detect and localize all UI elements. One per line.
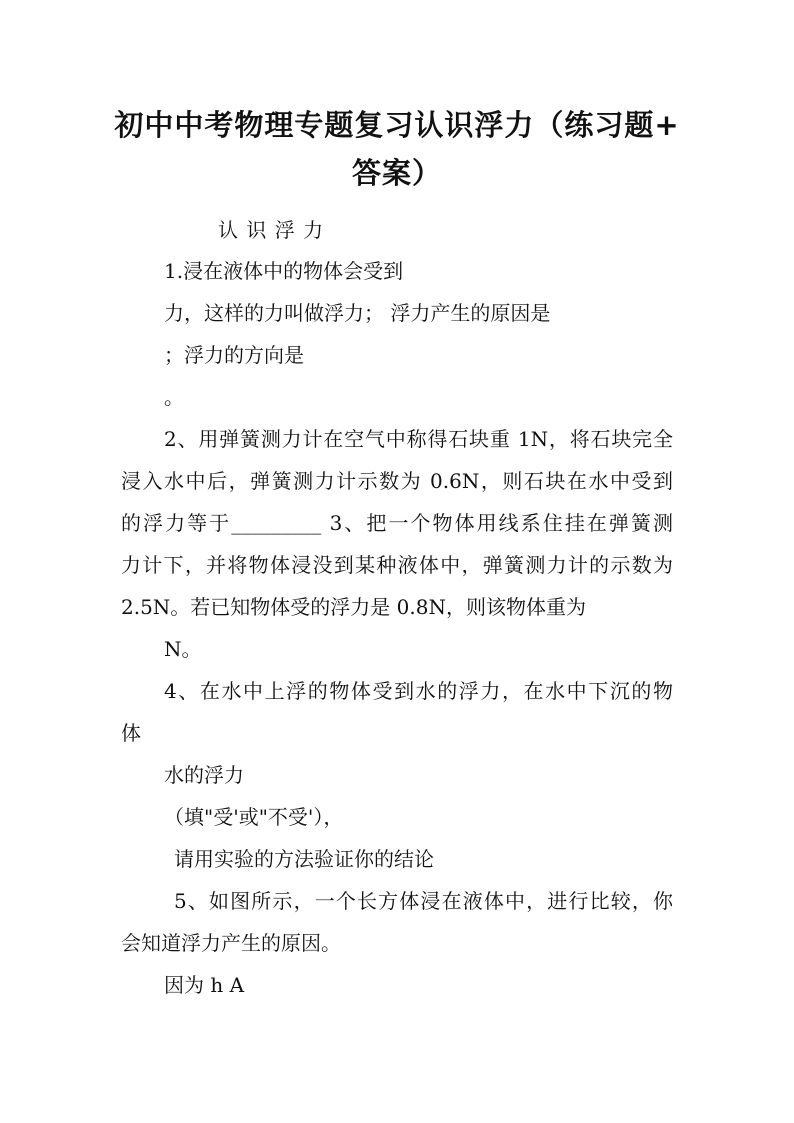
q5-line-1: 5、如图所示，一个长方体浸在液体中，进行比较，你: [174, 889, 673, 913]
document-title-line-1: 初中中考物理专题复习认识浮力（练习题+: [114, 108, 680, 142]
q5-line-2: 会知道浮力产生的原因。: [121, 931, 341, 955]
q1-line-4: 。: [164, 385, 184, 409]
q5-line-3: 因为 h A: [164, 973, 245, 997]
q1-line-3: ；浮力的方向是: [164, 343, 304, 367]
q4-line-3: 水的浮力: [164, 763, 244, 787]
q4-line-2: 体: [121, 721, 141, 745]
q4-line-1: 4、在水中上浮的物体受到水的浮力，在水中下沉的物: [164, 679, 673, 703]
document-title-line-2: 答案）: [351, 156, 442, 190]
q2-q3-line: 的浮力等于_________ 3、把一个物体用线系住挂在弹簧测: [121, 511, 673, 535]
q3-line-4: N。: [164, 637, 202, 661]
q1-line-2: 力，这样的力叫做浮力； 浮力产生的原因是: [164, 301, 551, 325]
q3-line-2: 力计下，并将物体浸没到某种液体中，弹簧测力计的示数为: [121, 553, 673, 577]
q1-line-1: 1.浸在液体中的物体会受到: [164, 259, 404, 283]
q4-line-4: （填"受'或"不受'），: [164, 805, 344, 829]
q3-line-3: 2.5N。若已知物体受的浮力是 0.8N，则该物体重为: [121, 595, 586, 619]
section-heading: 认 识 浮 力: [218, 218, 325, 242]
q2-line-2: 浸入水中后，弹簧测力计示数为 0.6N，则石块在水中受到: [121, 469, 673, 493]
q4-line-5: 请用实验的方法验证你的结论: [174, 847, 434, 871]
q2-line-1: 2、用弹簧测力计在空气中称得石块重 1N，将石块完全: [164, 427, 673, 451]
